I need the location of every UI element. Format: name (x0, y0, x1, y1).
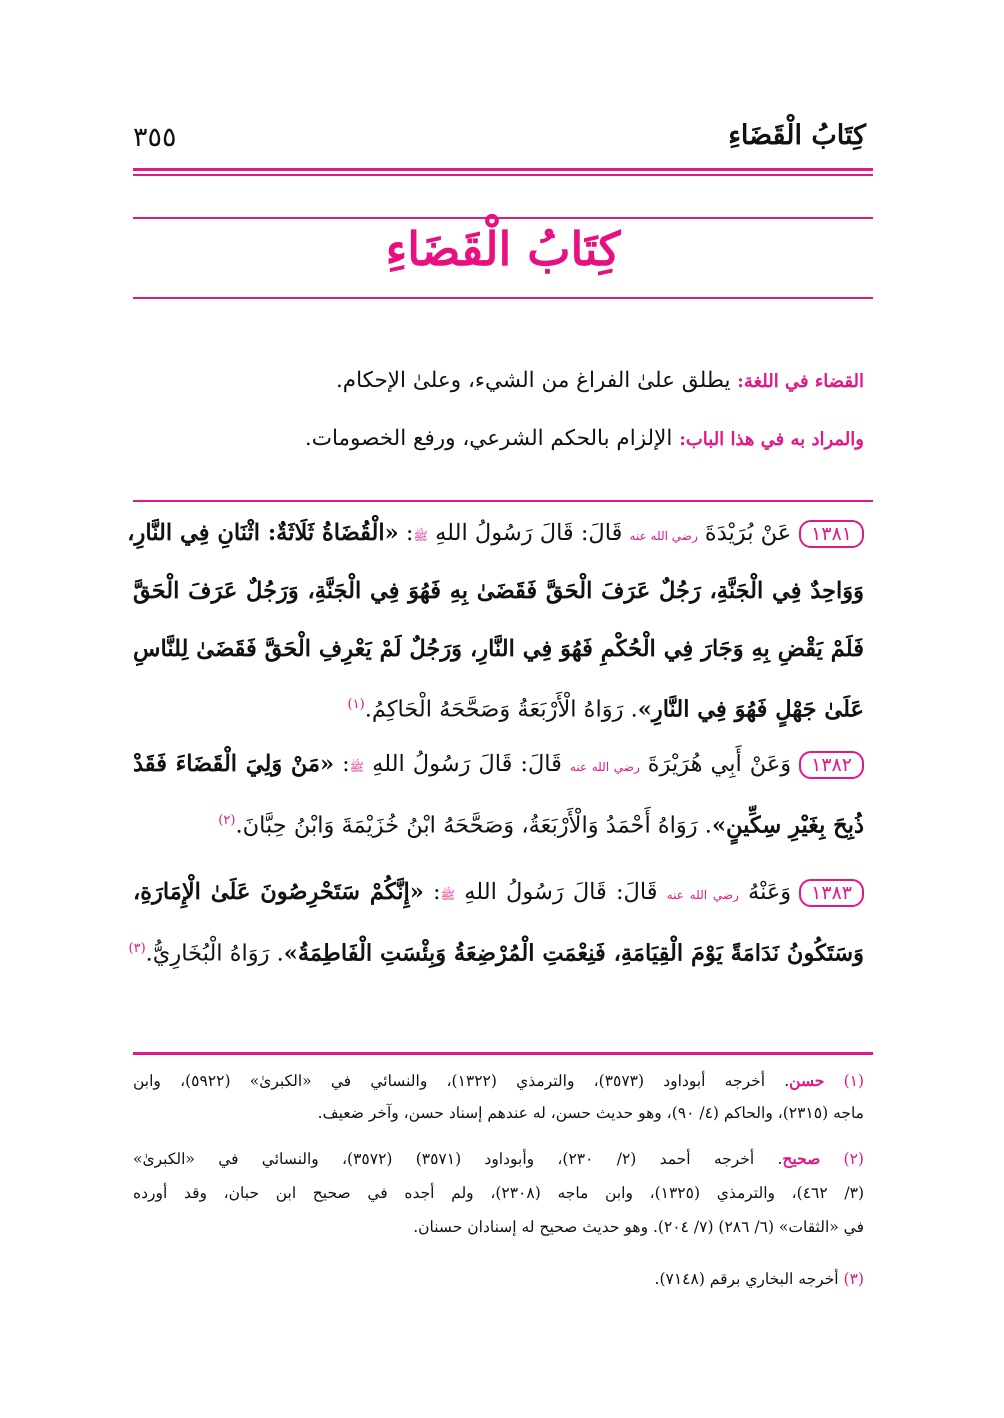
title-rule-top (133, 217, 873, 219)
radiallahu-glyph: رضي الله عنه (666, 888, 739, 902)
footnote-2-line-2: (٣/ ٤٦٢)، والترمذي (١٣٢٥)، وابن ماجه (٢٣٠٨)، ولم أجده في صحيح ابن حبان، وقد أورده (133, 1184, 865, 1202)
hadith-1383-line-2: وَسَتَكُونُ نَدَامَةً يَوْمَ الْقِيَامَةِ، فَنِعْمَتِ الْمُرْضِعَةُ وَبِئْسَتِ الْفَاطِمَةُ». رَوَاهُ الْبُخَارِيُّ.$^{(٣)}$ (128, 940, 864, 967)
salawat-glyph: ﷺ (413, 529, 428, 543)
salawat-glyph: ﷺ (349, 760, 365, 774)
definition-bab (305, 426, 864, 451)
chapter-title: كِتَابُ الْقَضَاءِ (385, 222, 621, 276)
salawat-glyph: ﷺ (440, 888, 456, 902)
radiallahu-glyph: رضي الله عنه (629, 529, 698, 543)
footnote-marker: (٢) (218, 813, 236, 828)
footnote-grade: حسن (789, 1071, 825, 1090)
hadith-1382-line-1: ١٣٨٢وَعَنْ أَبِي هُرَيْرَةَ رضي الله عنه قَالَ: قَالَ رَسُولُ اللهِ ﷺ: «مَنْ وَلِيَ الْقَضَاءَ فَقَدْ (133, 747, 864, 784)
footnote-1-line-1: (١) حسن. أخرجه أبوداود (٣٥٧٣)، والترمذي (١٣٢٢)، والنسائي في «الكبرىٰ» (٥٩٢٢)، وابن (133, 1071, 865, 1090)
footnote-number: (٣) (843, 1270, 864, 1288)
definition-text: الإلزام بالحكم الشرعي، ورفع الخصومات. (304, 426, 680, 451)
page-number: ٣٥٥ (133, 122, 177, 153)
title-rule-bottom (133, 297, 873, 299)
definition-label: القضاء في اللغة: (737, 371, 864, 392)
hadith-number-badge: ١٣٨٣ (799, 879, 864, 907)
footnote-2-line-3: في «الثقات» (٦/ ٢٨٦) (٧/ ٢٠٤). وهو حديث صحيح له إسنادان حسنان. (413, 1218, 864, 1236)
header-rule-thick (133, 168, 873, 171)
footnote-number: (٢) (843, 1150, 864, 1168)
footnote-number: (١) (843, 1072, 865, 1090)
hadith-1383-line-1: ١٣٨٣وَعَنْهُ رضي الله عنه قَالَ: قَالَ رَسُولُ اللهِ ﷺ: «إِنَّكُمْ سَتَحْرِصُونَ عَلَىٰ الْإِمَارَةِ، (133, 875, 864, 912)
footnote-3-line-1: (٣) أخرجه البخاري برقم (٧١٤٨). (654, 1270, 864, 1288)
footnote-separator (133, 1052, 873, 1055)
footnote-grade: صحيح (782, 1149, 821, 1168)
hadith-1381-line-3: فَلَمْ يَقْضِ بِهِ وَجَارَ فِي الْحُكْمِ فَهُوَ فِي النَّارِ، وَرَجُلٌ لَمْ يَعْرِفِ الْحَقَّ فَقَضَىٰ لِلنَّاسِ (133, 636, 864, 662)
running-header-title: كِتَابُ الْقَضَاءِ (728, 120, 866, 151)
hadith-1381-line-1: ١٣٨١عَنْ بُرَيْدَةَ رضي الله عنه قَالَ: قَالَ رَسُولُ اللهِ ﷺ: «الْقُضَاةُ ثَلَاثَةٌ: اثْنَانِ فِي النَّارِ، (133, 516, 864, 553)
footnote-2-line-1: (٢) صحيح. أخرجه أحمد (٢/ ٢٣٠)، وأبوداود (٣٥٧١) (٣٥٧٢)، والنسائي في «الكبرىٰ» (133, 1149, 864, 1168)
hadith-number-badge: ١٣٨٢ (799, 751, 864, 779)
header-rule-thin (133, 174, 873, 176)
hadith-number-badge: ١٣٨١ (799, 520, 864, 548)
footnote-marker: (٣) (128, 941, 146, 956)
hadith-1381-line-2: وَوَاحِدٌ فِي الْجَنَّةِ، رَجُلٌ عَرَفَ الْحَقَّ فَقَضَىٰ بِهِ فَهُوَ فِي الْجَنَّةِ، وَرَجُلٌ عَرَفَ الْحَقَّ (133, 578, 864, 604)
footnote-1-line-2: ماجه (٢٣١٥)، والحاكم (٤/ ٩٠)، وهو حديث حسن، له عندهم إسناد حسن، وآخر ضعيف. (317, 1104, 864, 1122)
hadith-1381-line-4: عَلَىٰ جَهْلٍ فَهُوَ فِي النَّارِ». رَوَاهُ الْأَرْبَعَةُ وَصَحَّحَهُ الْحَاكِمُ.$^{(١)}$ (347, 696, 864, 723)
definition-lughah (336, 368, 864, 393)
definition-text: يطلق علىٰ الفراغ من الشيء، وعلىٰ الإحكام. (335, 368, 738, 393)
section-rule (133, 500, 873, 502)
definition-label: والمراد به في هذا الباب: (679, 429, 864, 450)
radiallahu-glyph: رضي الله عنه (569, 760, 640, 774)
footnote-marker: (١) (347, 697, 365, 712)
hadith-1382-line-2: ذُبِحَ بِغَيْرِ سِكِّينٍ». رَوَاهُ أَحْمَدُ وَالْأَرْبَعَةُ، وَصَحَّحَهُ ابْنُ خُزَيْمَةَ وَابْنُ حِبَّانَ.$^{(٢)}$ (218, 812, 864, 839)
